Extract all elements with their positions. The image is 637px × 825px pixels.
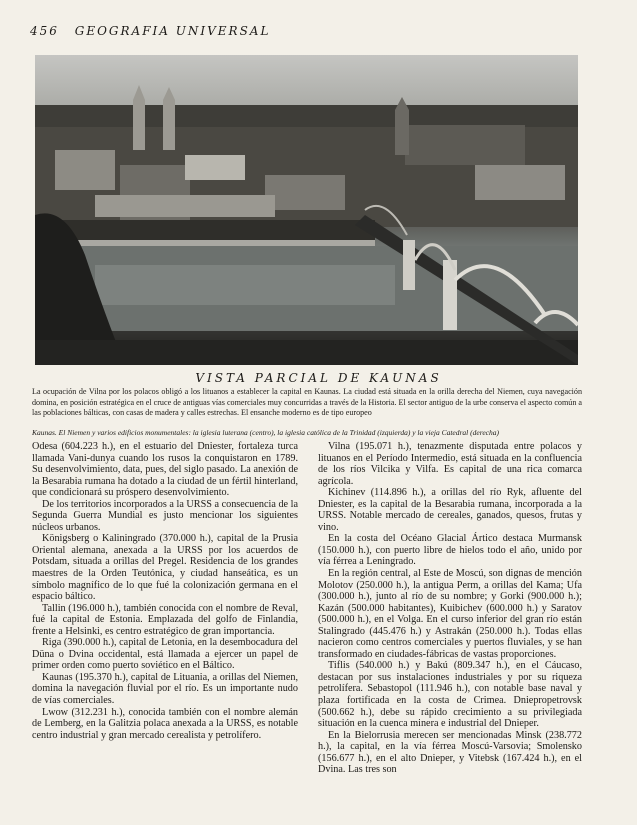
paragraph-kaunas: Kaunas (195.370 h.), capital de Lituania, a orillas del Niemen, domina la navegación fluvial por el río. Es un importante nudo de vías comerciales. <box>32 671 298 707</box>
paragraph-lwow: Lwow (312.231 h.), conocida también con el nombre alemán de Lemberg, en la Galitzia polaca anexada a la URSS, es notable centro industrial y gran mercado cerealista y petrolífero. <box>32 706 298 741</box>
paragraph-central-region: En la región central, al Este de Moscú, son dignas de mención Molotov (250.000 h.), la antigua Perm, a orillas del Kama; Ufa (300.000 h.), junto al río de su nombre; y Gorki (900.000 h.); Kazán (500.000 habitantes), Kuibichev (600.000 h.) y Saratov (500.000 h.), en el Volga. En el curso inferior del gran río están Stalingrado (445.476 h.) y Astrakán (250.000 h.). Todas ellas nacieron como centros comerciales y puertos fluviales, y se han transformado en ciudades-fábricas de vastas proporciones. <box>318 568 582 660</box>
paragraph-vilna: Vilna (195.071 h.), tenazmente disputada entre polacos y lituanos en el Período Intermedio, está situada en la confluencia de los ríos Vilcika y Vilfa. Es capital de una rica comarca agrícola. <box>318 441 582 487</box>
page-number: 456 <box>30 24 59 38</box>
kaunas-photo-illustration <box>35 55 578 365</box>
paragraph-territories: De los territorios incorporados a la URSS a consecuencia de la Segunda Guerra Mundial es justo mencionar los siguientes núcleos urbanos. <box>32 498 298 533</box>
running-header <box>30 24 617 40</box>
paragraph-kichinev: Kichinev (114.896 h.), a orillas del río Ryk, afluente del Dniester, es la capital de la Besarabia rumana, incorporada a la URSS. Notable mercado de cereales, ganados, quesos, frutas y vino. <box>318 487 582 533</box>
figure-title: VISTA PARCIAL DE KAUNAS <box>195 371 442 385</box>
paragraph-konigsberg: Königsberg o Kaliningrado (370.000 h.), capital de la Prusia Oriental alemana, anexada a la URSS por los acuerdos de Potsdam, situada a orillas del Pregel. Residencia de los grandes maestres de la Orden Teutónica, y ciudad hanseática, es un símbolo magnífico de lo que fué la colonización germana en el espacio báltico. <box>32 533 298 603</box>
running-title: GEOGRAFIA UNIVERSAL <box>74 24 271 38</box>
paragraph-murmansk: En la costa del Océano Glacial Ártico destaca Murmansk (150.000 h.), con puerto libre de hielos todo el año, unido por vía férrea a Leningrado. <box>318 533 582 568</box>
figure-caption: La ocupación de Vilna por los polacos obligó a los lituanos a establecer la capital en Kaunas. La ciudad está situada en la orilla derecha del Niemen, cuya navegación domina, en posición estratégica en el cruce de antiguas vías comerciales muy concurridas a través de la Historia. El sector antiguo de la urbe conserva el aspecto común a las poblaciones bálticas, con casas de madera y calles estrechas. El ensanche moderno es de tipo europeo <box>32 387 582 418</box>
kaunas-photograph <box>35 55 578 365</box>
paragraph-riga: Riga (390.000 h.), capital de Letonia, en la desembocadura del Düna o Dvina occidental, está llamada a ejercer un papel de primer orden como puerto soviético en el Báltico. <box>32 637 298 672</box>
paragraph-odesa: Odesa (604.223 h.), en el estuario del Dniester, fortaleza turca llamada Vani-dunya cuando los rusos la conquistaron en 1789. Su desenvolvimiento, data, pues, del siglo pasado. La anexión de la Besarabia rumana ha dotado a la ciudad de un fértil hinterland, que condicionará su próspero desenvolvimiento. <box>32 441 298 499</box>
figure-subcaption: Kaunas. El Niemen y varios edificios monumentales: la iglesia luterana (centro), la iglesia católica de la Trinidad (izquierda) y la vieja Catedral (derecha) <box>32 428 500 437</box>
paragraph-tallin: Tallin (196.000 h.), también conocida con el nombre de Reval, fué la capital de Estonia. Emplazada del golfo de Finlandia, frente a Helsinki, es centro estratégico de gran importancia. <box>32 602 298 637</box>
paragraph-bielorrusia: En la Bielorrusia merecen ser mencionadas Minsk (238.772 h.), la capital, en la vía férrea Moscú-Varsovia; Smolensko (156.677 h.), en el alto Dnieper, y Vitebsk (167.424 h.), en el Dvina. Las tres son <box>318 729 582 776</box>
right-text-column <box>318 441 582 776</box>
paragraph-caucasus: Tiflis (540.000 h.) y Bakú (809.347 h.), en el Cáucaso, destacan por sus instalaciones industriales y por su riqueza petrolífera. Sebastopol (111.946 h.), con notable base naval y plaza fortificada en la costa de Crimea. Dniepropetrovsk (500.662 h.), debe su rápido crecimiento a su privilegiada situación en la cuenca minera e industrial del Dnieper. <box>318 660 582 730</box>
left-text-column <box>32 441 298 741</box>
